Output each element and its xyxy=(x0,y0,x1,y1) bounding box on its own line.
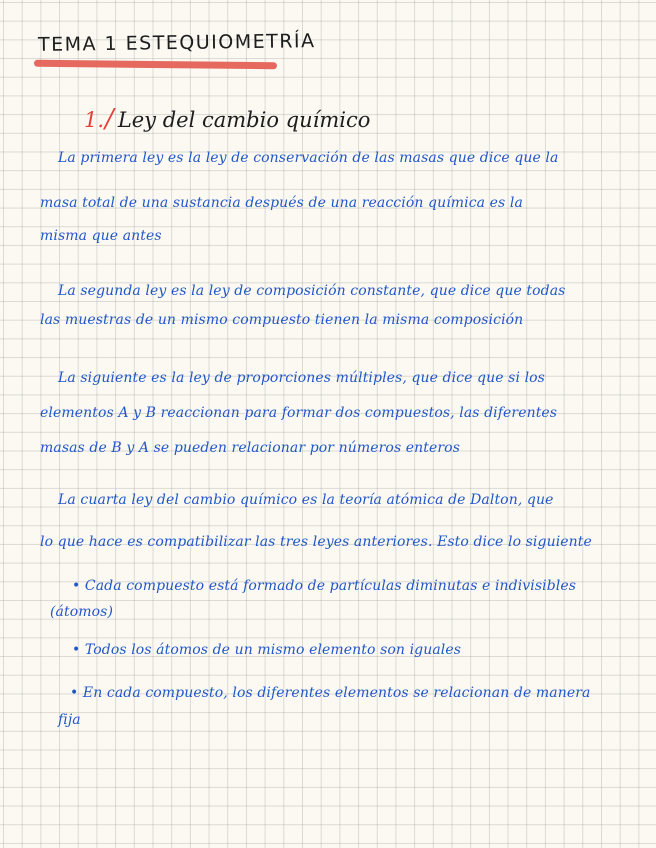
paragraph-line: elementos A y B reaccionan para formar dos compuestos, las diferentes xyxy=(40,405,558,421)
bullet-item: • Cada compuesto está formado de partículas diminutas e indivisibles xyxy=(72,578,577,594)
paragraph-line: masas de B y A se pueden relacionar por números enteros xyxy=(40,440,460,456)
paragraph-line: lo que hace es compatibilizar las tres leyes anteriores. Esto dice lo siguiente xyxy=(40,534,592,550)
paragraph-line: La siguiente es la ley de proporciones múltiples, que dice que si los xyxy=(58,370,545,386)
paragraph-line: masa total de una sustancia después de una reacción química es la xyxy=(40,195,523,211)
bullet-item: fija xyxy=(58,712,81,728)
section-number: 1. xyxy=(84,108,105,132)
paragraph-line: misma que antes xyxy=(40,228,162,244)
section-title: Ley del cambio químico xyxy=(117,108,371,132)
bullet-item: • Todos los átomos de un mismo elemento son iguales xyxy=(72,642,462,658)
section-slash: / xyxy=(105,104,114,134)
paragraph-line: La segunda ley es la ley de composición constante, que dice que todas xyxy=(58,283,566,299)
paragraph-line: La primera ley es la ley de conservación de las masas que dice que la xyxy=(58,150,559,166)
paragraph-line: La cuarta ley del cambio químico es la teoría atómica de Dalton, que xyxy=(58,492,554,508)
bullet-item: • En cada compuesto, los diferentes elementos se relacionan de manera xyxy=(70,685,591,701)
page-title: TEMA 1 ESTEQUIOMETRÍA xyxy=(37,30,316,56)
title-highlight xyxy=(34,60,277,70)
bullet-item: (átomos) xyxy=(50,604,114,620)
section-heading xyxy=(84,104,370,134)
paragraph-line: las muestras de un mismo compuesto tienen la misma composición xyxy=(40,312,524,328)
